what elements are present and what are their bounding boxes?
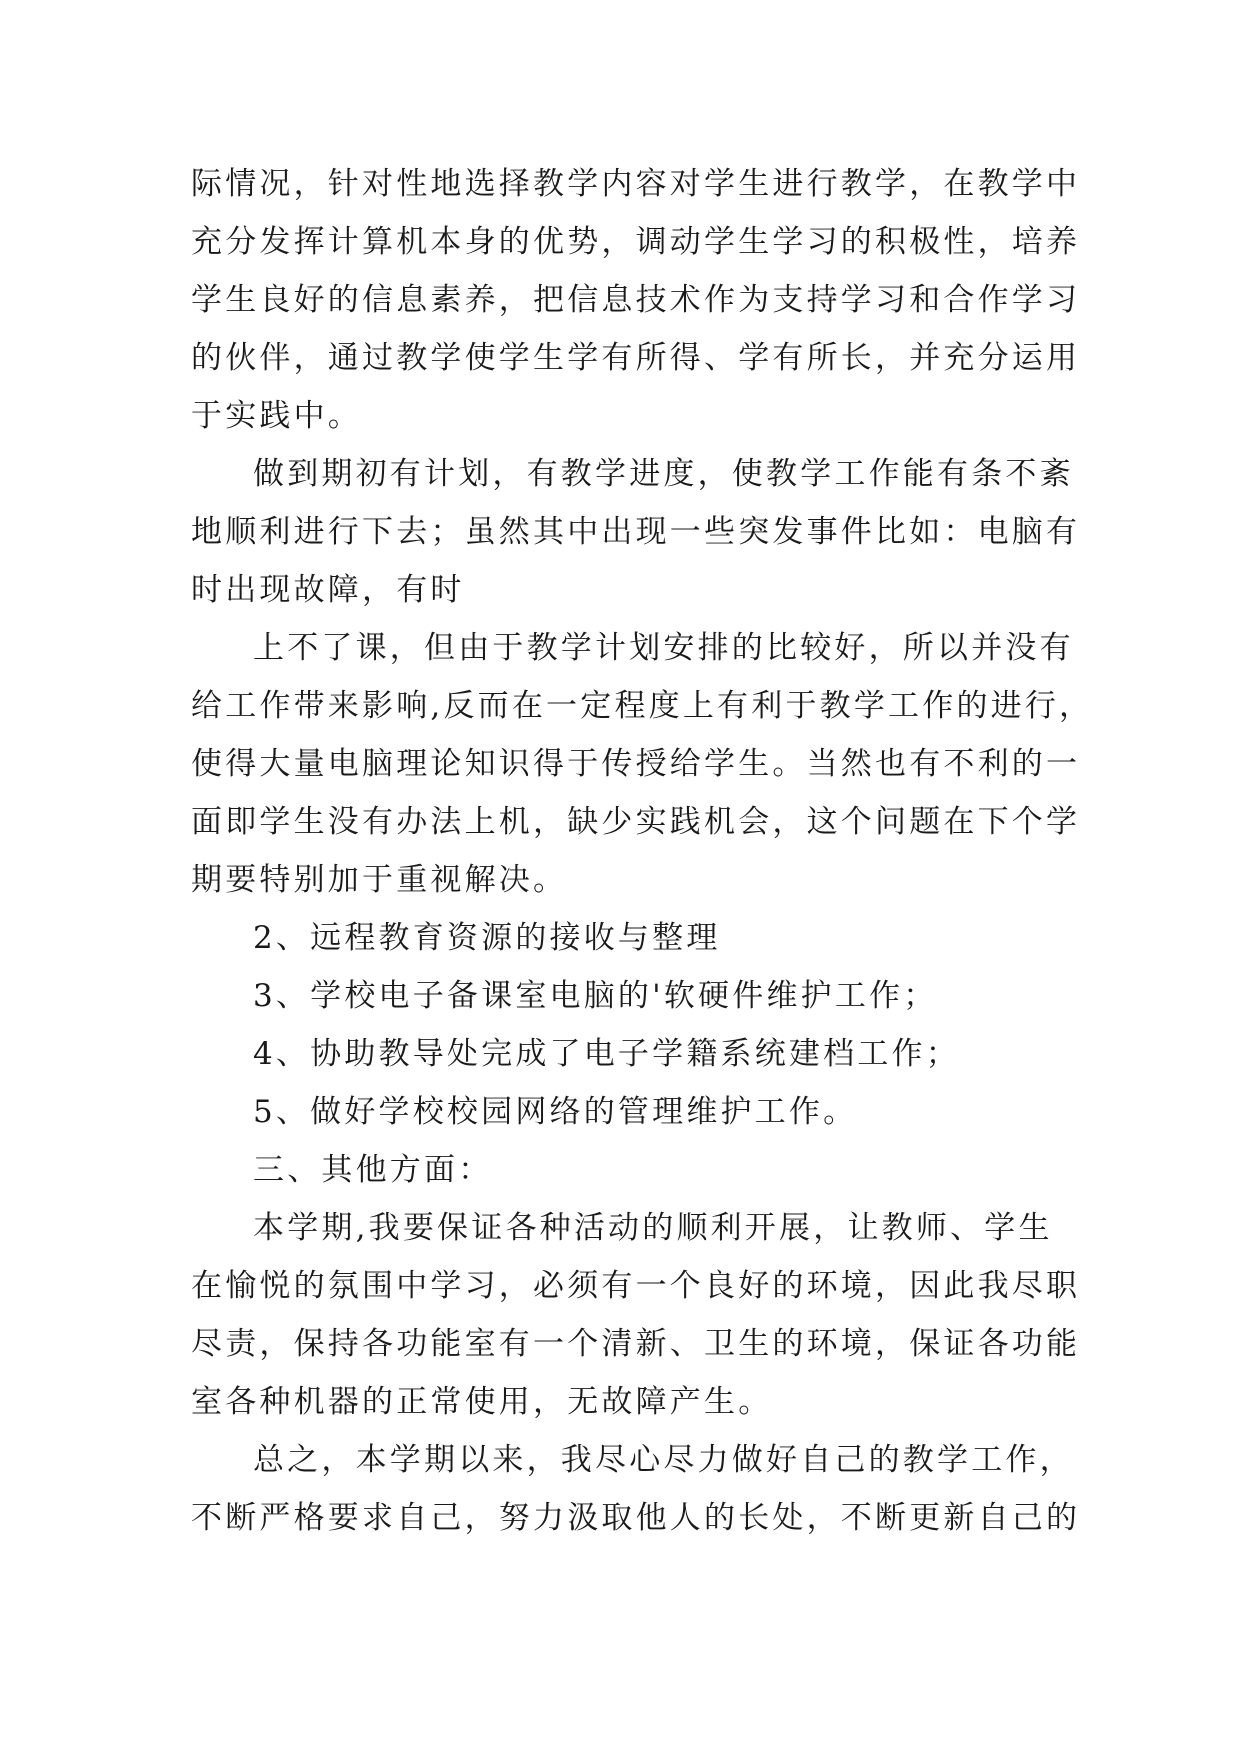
list-item: 5、做好学校校园网络的管理维护工作。 [253, 1094, 858, 1130]
text-line: 使得大量电脑理论知识得于传授给学生。当然也有不利的一 [191, 746, 1081, 782]
text-line: 期要特别加于重视解决。 [191, 862, 568, 898]
text-line: 地顺利进行下去；虽然其中出现一些突发事件比如：电脑有 [191, 514, 1081, 550]
list-item: 3、学校电子备课室电脑的'软硬件维护工作； [253, 978, 938, 1014]
text-line: 于实践中。 [191, 398, 362, 434]
list-item: 4、协助教导处完成了电子学籍系统建档工作； [253, 1036, 960, 1072]
text-line: 时出现故障，有时 [191, 572, 465, 608]
section-heading: 三、其他方面： [253, 1152, 493, 1188]
text-line: 充分发挥计算机本身的优势，调动学生学习的积极性，培养 [191, 224, 1081, 260]
text-line: 的伙伴，通过教学使学生学有所得、学有所长，并充分运用 [191, 340, 1081, 376]
list-item: 2、远程教育资源的接收与整理 [253, 920, 721, 956]
text-line: 面即学生没有办法上机，缺少实践机会，这个问题在下个学 [191, 804, 1081, 840]
text-line: 不断严格要求自己，努力汲取他人的长处，不断更新自己的 [191, 1500, 1081, 1536]
text-line: 尽责，保持各功能室有一个清新、卫生的环境，保证各功能 [191, 1326, 1081, 1362]
text-line: 上不了课，但由于教学计划安排的比较好，所以并没有 [253, 630, 1074, 666]
text-line: 本学期,我要保证各种活动的顺利开展，让教师、学生 [253, 1210, 1053, 1246]
text-line: 际情况，针对性地选择教学内容对学生进行教学，在教学中 [191, 166, 1081, 202]
text-line: 室各种机器的正常使用，无故障产生。 [191, 1384, 773, 1420]
text-line: 做到期初有计划，有教学进度，使教学工作能有条不紊 [253, 456, 1074, 492]
text-line: 总之，本学期以来，我尽心尽力做好自己的教学工作， [253, 1442, 1074, 1478]
text-line: 在愉悦的氛围中学习，必须有一个良好的环境，因此我尽职 [191, 1268, 1081, 1304]
text-line: 给工作带来影响,反而在一定程度上有利于教学工作的进行， [191, 688, 1094, 724]
text-line: 学生良好的信息素养，把信息技术作为支持学习和合作学习 [191, 282, 1081, 318]
